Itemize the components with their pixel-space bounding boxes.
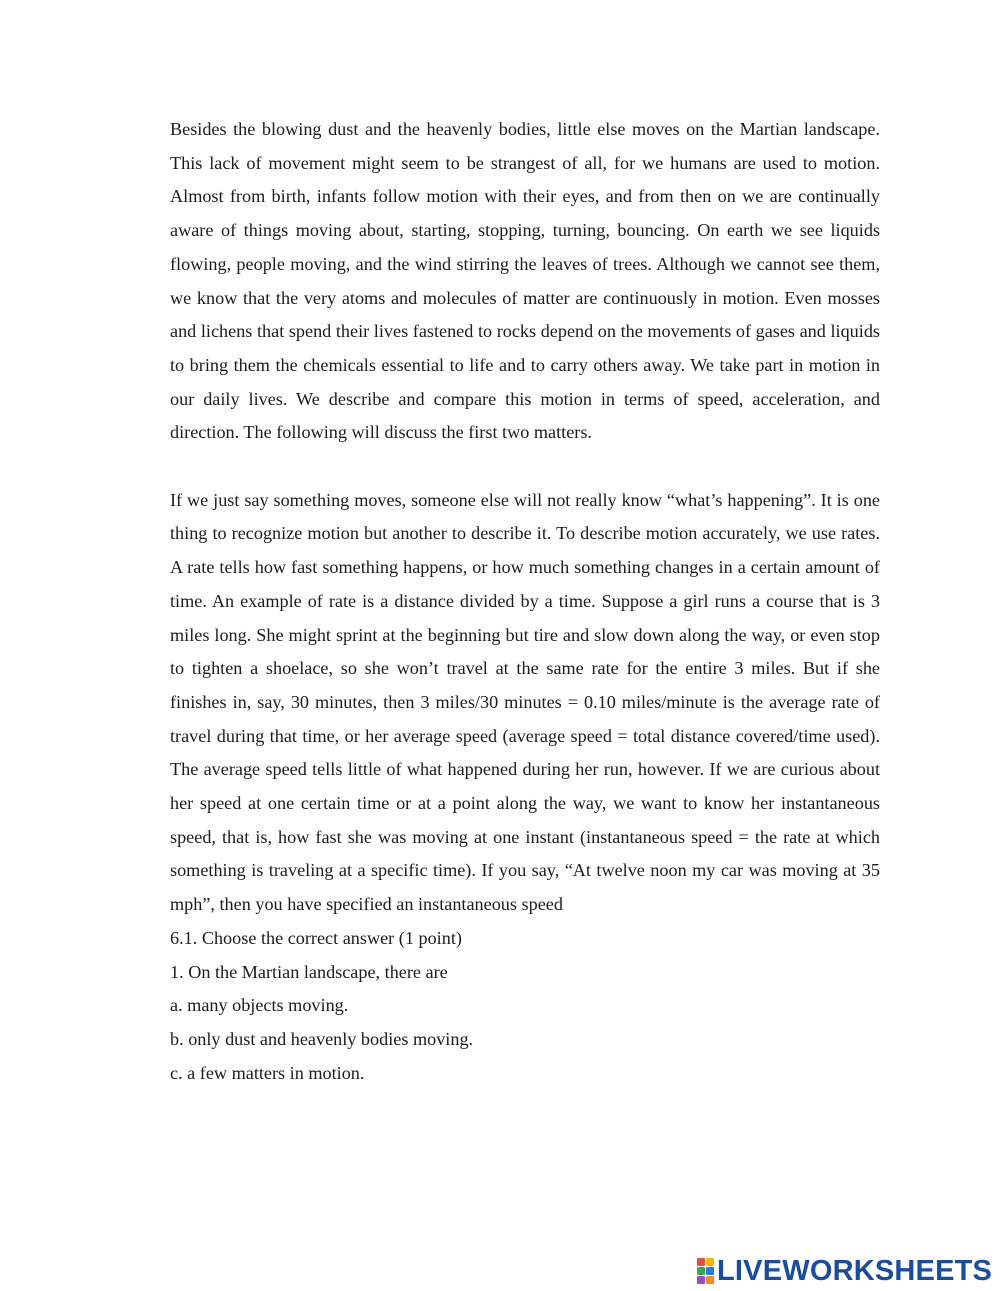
worksheet-page — [170, 113, 880, 1090]
liveworksheets-logo — [697, 1254, 992, 1288]
answer-option-b[interactable]: b. only dust and heavenly bodies moving. — [170, 1028, 474, 1049]
question-1: 1. On the Martian landscape, there are — [170, 961, 448, 982]
passage-paragraph-1: Besides the blowing dust and the heavenly bodies, little else moves on the Martian landscape. This lack of movement might seem to be strangest of all, for we humans are used to motion. Almost from birth, infants follow motion with their eyes, and from then on we are continually aware of things moving about, starting, stopping, turning, bouncing. On earth we see liquids flowing, people moving, and the wind stirring the leaves of trees. Although we cannot see them, we know that the very atoms and molecules of matter are continuously in motion. Even mosses and lichens that spend their lives fastened to rocks depend on the movements of gases and liquids to bring them the chemicals essential to life and to carry others away. We take part in motion in our daily lives. We describe and compare this motion in terms of speed, acceleration, and direction. The following will discuss the first two matters. — [170, 119, 880, 443]
exercise-section — [170, 922, 880, 1091]
passage-paragraph-2: If we just say something moves, someone else will not really know “what’s happening”. It is one thing to recognize motion but another to describe it. To describe motion accurately, we use rates. A rate tells how fast something happens, or how much something changes in a certain amount of time. An example of rate is a distance divided by a time. Suppose a girl runs a course that is 3 miles long. She might sprint at the beginning but tire and slow down along the way, or even stop to tighten a shoelace, so she won’t travel at the same rate for the entire 3 miles. But if she finishes in, say, 30 minutes, then 3 miles/30 minutes = 0.10 miles/minute is the average rate of travel during that time, or her average speed (average speed = total distance covered/time used). The average speed tells little of what happened during her run, however. If we are curious about her speed at one certain time or at a point along the way, we want to know her instantaneous speed, that is, how fast she was moving at one instant (instantaneous speed = the rate at which something is traveling at a specific time). If you say, “At twelve noon my car was moving at 35 mph”, then you have specified an instantaneous speed — [170, 489, 880, 915]
logo-tiles-icon — [697, 1258, 714, 1284]
exercise-heading: 6.1. Choose the correct answer (1 point) — [170, 927, 462, 948]
logo-wordmark: LIVEWORKSHEETS — [717, 1255, 993, 1287]
answer-option-c[interactable]: c. a few matters in motion. — [170, 1062, 365, 1083]
answer-option-a[interactable]: a. many objects moving. — [170, 995, 349, 1016]
